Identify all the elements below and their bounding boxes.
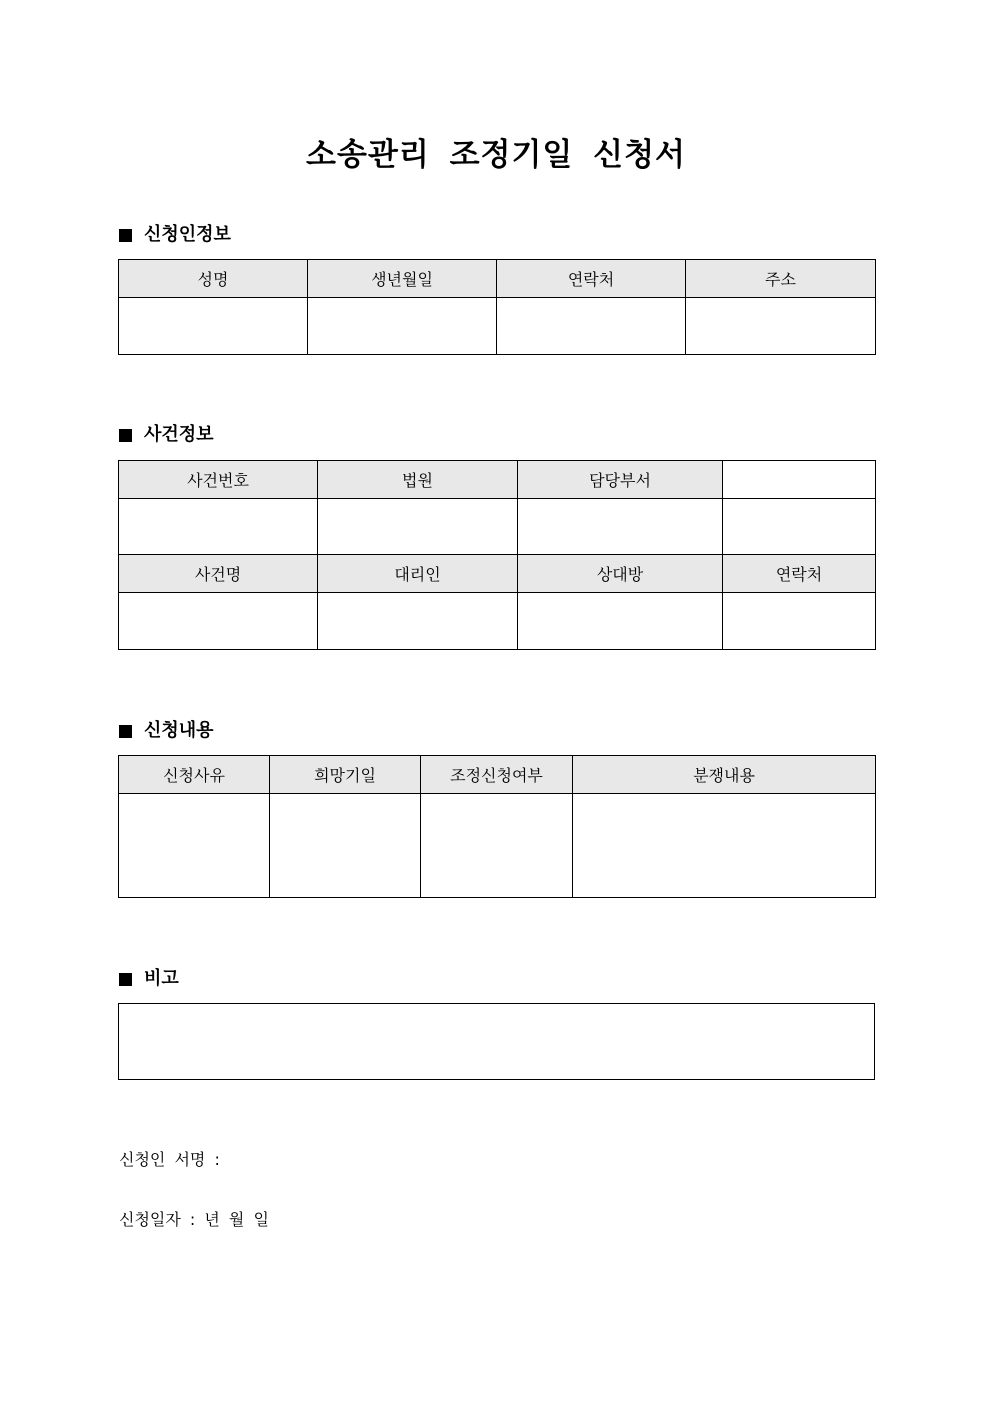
section-heading-remarks bbox=[119, 966, 179, 992]
section-heading-case bbox=[119, 422, 214, 448]
request-reason-field[interactable] bbox=[119, 794, 270, 898]
header-address: 주소 bbox=[686, 260, 876, 298]
header-agent: 대리인 bbox=[318, 555, 518, 593]
section-title-case: 사건정보 bbox=[144, 424, 214, 445]
signer-label: 신청인 서명 : bbox=[119, 1150, 220, 1169]
birthdate-field[interactable] bbox=[308, 298, 497, 355]
mediation-request-field[interactable] bbox=[421, 794, 573, 898]
extra-field[interactable] bbox=[723, 499, 876, 555]
header-dispute-details: 분쟁내용 bbox=[573, 756, 876, 794]
square-bullet-icon bbox=[119, 725, 132, 738]
case-number-field[interactable] bbox=[119, 499, 318, 555]
applicant-table bbox=[118, 259, 876, 355]
header-contact: 연락처 bbox=[497, 260, 686, 298]
header-case-contact: 연락처 bbox=[723, 555, 876, 593]
header-opponent: 상대방 bbox=[518, 555, 723, 593]
desired-date-field[interactable] bbox=[270, 794, 421, 898]
header-birthdate: 생년월일 bbox=[308, 260, 497, 298]
request-table bbox=[118, 755, 876, 898]
application-date-line: 신청일자 : 년 월 일 bbox=[119, 1210, 269, 1229]
address-field[interactable] bbox=[686, 298, 876, 355]
header-court: 법원 bbox=[318, 461, 518, 499]
header-case-name: 사건명 bbox=[119, 555, 318, 593]
dispute-details-field[interactable] bbox=[573, 794, 876, 898]
contact-field[interactable] bbox=[497, 298, 686, 355]
header-case-number: 사건번호 bbox=[119, 461, 318, 499]
agent-field[interactable] bbox=[318, 593, 518, 650]
square-bullet-icon bbox=[119, 973, 132, 986]
name-field[interactable] bbox=[119, 298, 308, 355]
header-empty-cell bbox=[723, 461, 876, 499]
document-title: 소송관리 조정기일 신청서 bbox=[306, 137, 686, 173]
header-name: 성명 bbox=[119, 260, 308, 298]
remarks-field[interactable] bbox=[118, 1003, 875, 1080]
square-bullet-icon bbox=[119, 429, 132, 442]
header-mediation-request: 조정신청여부 bbox=[421, 756, 573, 794]
section-title-request: 신청내용 bbox=[144, 720, 214, 741]
case-contact-field[interactable] bbox=[723, 593, 876, 650]
square-bullet-icon bbox=[119, 229, 132, 242]
header-desired-date: 희망기일 bbox=[270, 756, 421, 794]
header-department: 담당부서 bbox=[518, 461, 723, 499]
court-field[interactable] bbox=[318, 499, 518, 555]
case-table bbox=[118, 460, 876, 650]
case-name-field[interactable] bbox=[119, 593, 318, 650]
department-field[interactable] bbox=[518, 499, 723, 555]
header-request-reason: 신청사유 bbox=[119, 756, 270, 794]
section-heading-applicant bbox=[119, 222, 231, 248]
section-heading-request bbox=[119, 718, 214, 744]
section-title-applicant: 신청인정보 bbox=[144, 224, 231, 245]
section-title-remarks: 비고 bbox=[144, 968, 179, 989]
opponent-field[interactable] bbox=[518, 593, 723, 650]
